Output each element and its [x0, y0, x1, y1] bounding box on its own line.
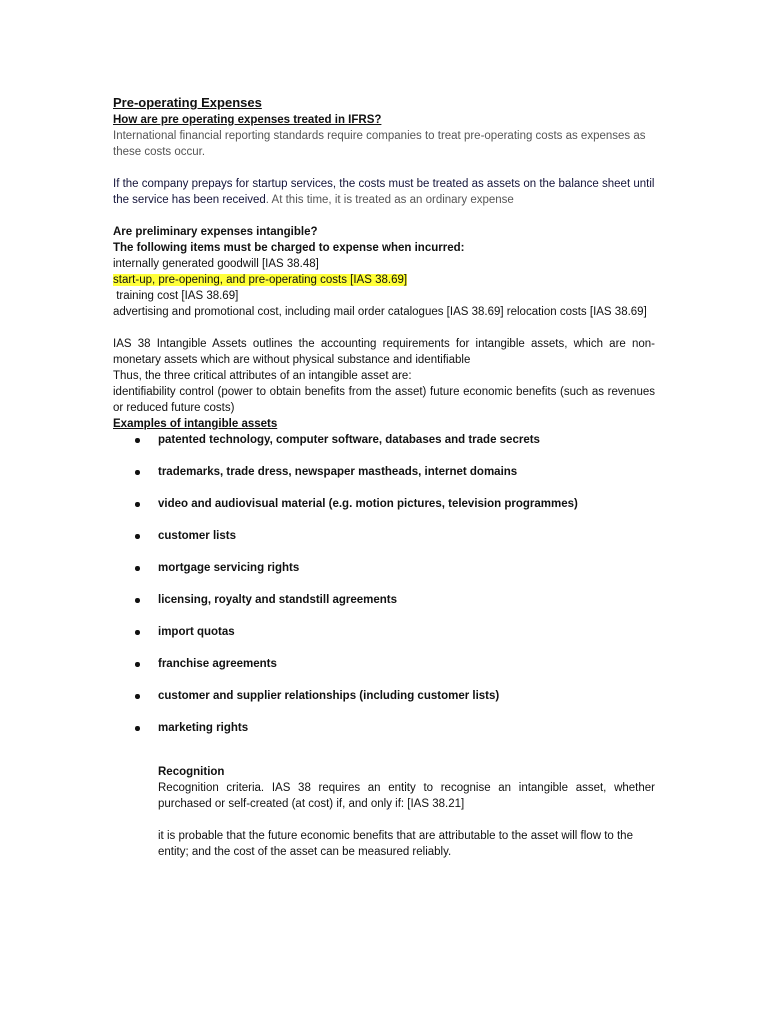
list-item-text: video and audiovisual material (e.g. motion pictures, television programmes) [158, 498, 578, 510]
ias38-paragraph: IAS 38 Intangible Assets outlines the accounting requirements for intangible assets, which are non-monetary assets which are without physical substance and identifiable [113, 338, 655, 366]
ifrs-paragraph: International financial reporting standards require companies to treat pre-operating costs as expenses as these costs occur. [113, 130, 646, 158]
list-item [113, 528, 655, 560]
bullet-icon [135, 534, 140, 539]
prepay-tail-text: . At this time, it is treated as an ordinary expense [265, 194, 514, 206]
list-item [113, 432, 655, 464]
recognition-conditions-paragraph: it is probable that the future economic benefits that are attributable to the asset will flow to the entity; and the cost of the asset can be measured reliably. [158, 830, 633, 858]
recognition-section [158, 764, 655, 860]
list-item [113, 464, 655, 496]
expense-item-goodwill: internally generated goodwill [IAS 38.48] [113, 258, 319, 270]
question-ifrs-heading: How are pre operating expenses treated in IFRS? [113, 114, 382, 126]
attributes-paragraph: identifiability control (power to obtain benefits from the asset) future economic benefits (such as revenues or reduced future costs) [113, 386, 655, 414]
list-item-text: marketing rights [158, 722, 249, 734]
bullet-icon [135, 470, 140, 475]
recognition-criteria-paragraph: Recognition criteria. IAS 38 requires an entity to recognise an intangible asset, whether purchased or self-created (at cost) if, and only if: [IAS 38.21] [158, 782, 655, 810]
examples-heading: Examples of intangible assets [113, 418, 278, 430]
expense-item-advertising: advertising and promotional cost, including mail order catalogues [IAS 38.69] relocation costs [IAS 38.69] [113, 306, 647, 318]
list-item-text: franchise agreements [158, 658, 277, 670]
list-item [113, 624, 655, 656]
bullet-icon [135, 598, 140, 603]
prepay-main-text: If the company prepays for startup services, the costs must be treated as assets on the balance sheet until the service has been received [113, 178, 655, 206]
list-item [113, 688, 655, 720]
prepay-paragraph [113, 176, 655, 208]
examples-list [113, 432, 655, 752]
list-item [113, 592, 655, 624]
bullet-icon [135, 726, 140, 731]
list-item-text: patented technology, computer software, databases and trade secrets [158, 434, 540, 446]
question-intangible: Are preliminary expenses intangible? [113, 226, 318, 238]
list-item [113, 656, 655, 688]
list-item-text: customer lists [158, 530, 236, 542]
list-item-text: customer and supplier relationships (including customer lists) [158, 690, 500, 702]
list-item-text: import quotas [158, 626, 235, 638]
list-item [113, 560, 655, 592]
bullet-icon [135, 662, 140, 667]
expense-items-heading: The following items must be charged to expense when incurred: [113, 242, 465, 254]
bullet-icon [135, 630, 140, 635]
document-body [113, 94, 655, 860]
highlighted-text: start-up, pre-opening, and pre-operating costs [IAS 38.69] [113, 274, 408, 286]
bullet-icon [135, 438, 140, 443]
recognition-heading: Recognition [158, 766, 225, 778]
list-item-text: mortgage servicing rights [158, 562, 300, 574]
expense-item-training: training cost [IAS 38.69] [113, 290, 239, 302]
page-title: Pre-operating Expenses [113, 95, 262, 110]
bullet-icon [135, 502, 140, 507]
list-item [113, 496, 655, 528]
list-item [113, 720, 655, 752]
list-item-text: trademarks, trade dress, newspaper mastheads, internet domains [158, 466, 518, 478]
list-item-text: licensing, royalty and standstill agreements [158, 594, 398, 606]
attributes-intro: Thus, the three critical attributes of an intangible asset are: [113, 370, 412, 382]
bullet-icon [135, 694, 140, 699]
expense-item-startup [113, 272, 655, 288]
bullet-icon [135, 566, 140, 571]
